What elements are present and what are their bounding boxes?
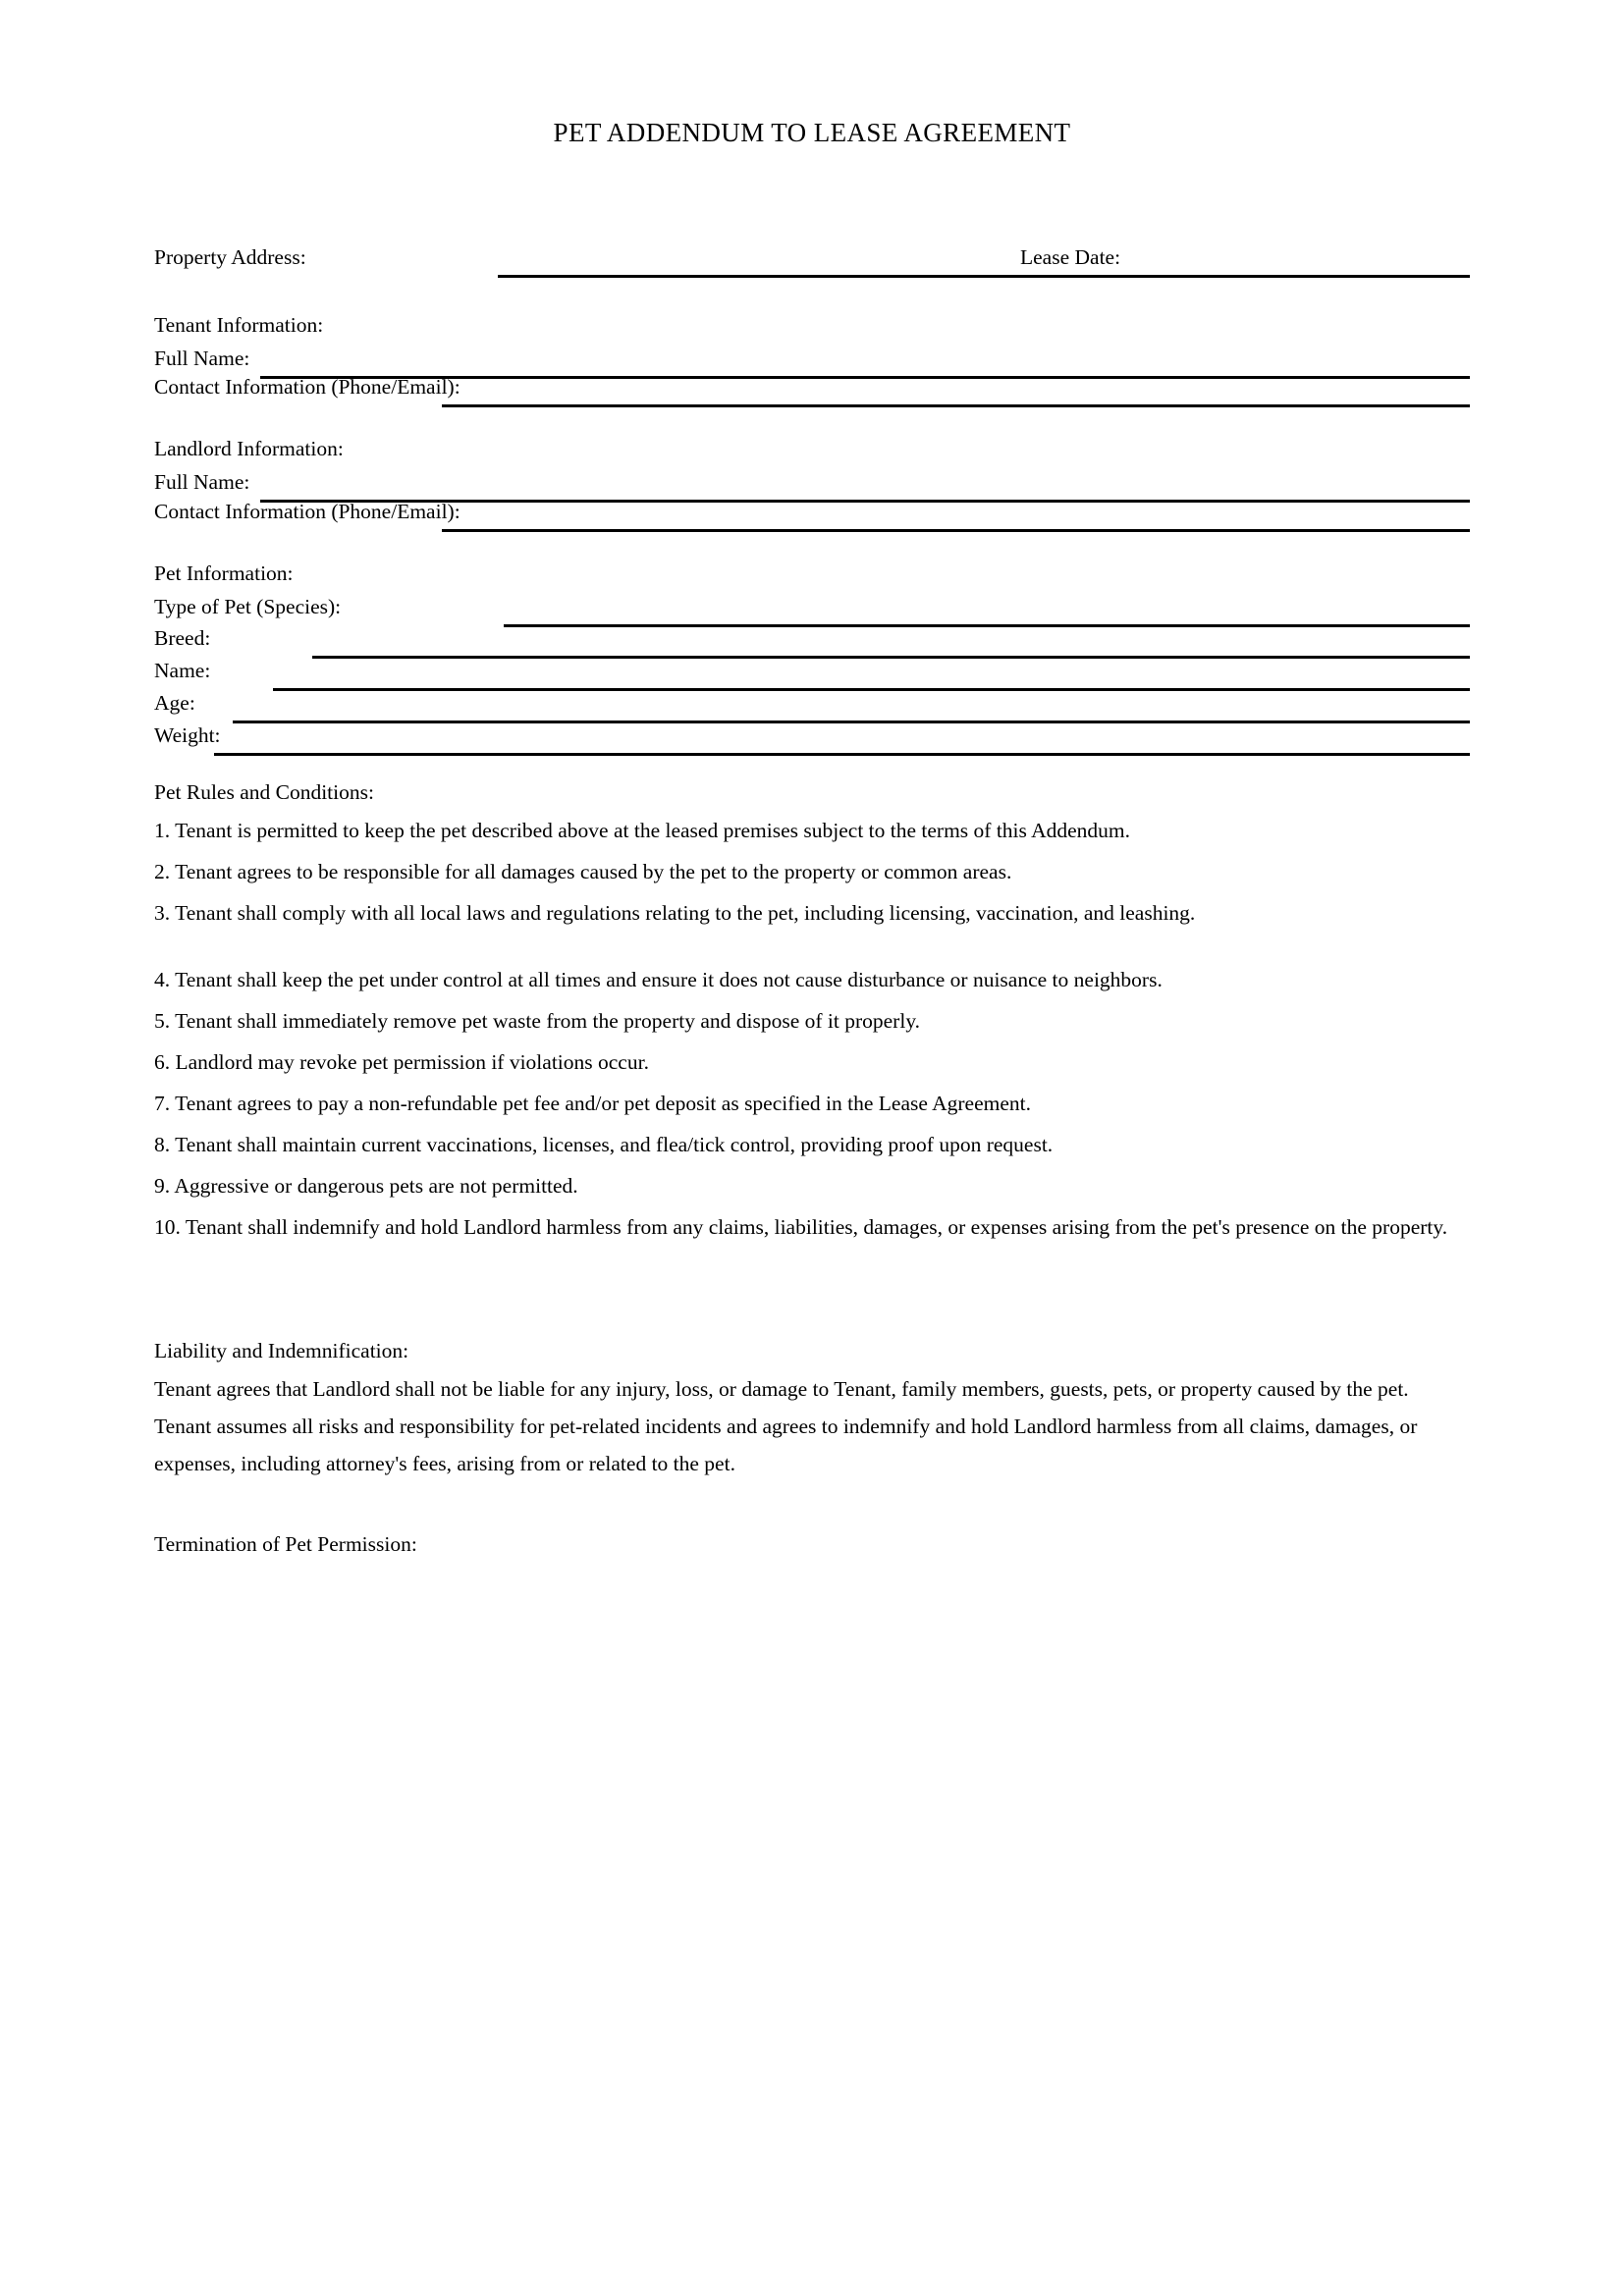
termination-heading: Termination of Pet Permission: — [154, 1532, 417, 1556]
tenant-contact-input-line[interactable] — [442, 404, 1470, 407]
pet-rule-item: 2. Tenant agrees to be responsible for all damages caused by the pet to the property or common areas. — [154, 860, 1012, 883]
pet-age-label: Age: — [154, 691, 195, 715]
pet-rules-heading: Pet Rules and Conditions: — [154, 780, 374, 804]
form-row-pet-age — [154, 690, 1470, 723]
form-row-property-address — [154, 244, 1470, 278]
pet-rule-item: 5. Tenant shall immediately remove pet waste from the property and dispose of it properly. — [154, 1009, 921, 1033]
landlord-contact-input-line[interactable] — [442, 529, 1470, 532]
pet-rule-item: 1. Tenant is permitted to keep the pet described above at the leased premises subject to the terms of this Addendum. — [154, 819, 1130, 842]
pet-breed-label: Breed: — [154, 626, 211, 650]
pet-name-label: Name: — [154, 659, 211, 682]
landlord-contact-label: Contact Information (Phone/Email): — [154, 500, 460, 523]
pet-rule-item: 6. Landlord may revoke pet permission if violations occur. — [154, 1050, 649, 1074]
pet-rule-item: 4. Tenant shall keep the pet under control at all times and ensure it does not cause disturbance or nuisance to neighbors. — [154, 968, 1163, 991]
form-row-tenant-contact — [154, 374, 1470, 407]
landlord-full-name-label: Full Name: — [154, 470, 250, 494]
pet-type-label: Type of Pet (Species): — [154, 595, 342, 618]
pet-weight-input-line[interactable] — [214, 753, 1470, 756]
form-row-pet-breed — [154, 625, 1470, 659]
tenant-contact-label: Contact Information (Phone/Email): — [154, 375, 460, 399]
form-row-landlord-full-name — [154, 469, 1470, 503]
page-title: PET ADDENDUM TO LEASE AGREEMENT — [553, 118, 1071, 147]
form-row-pet-type — [154, 594, 1470, 627]
tenant-information-heading: Tenant Information: — [154, 313, 324, 337]
form-row-pet-name — [154, 658, 1470, 691]
property-address-input-line[interactable] — [498, 275, 1470, 278]
pet-rule-item: 7. Tenant agrees to pay a non-refundable pet fee and/or pet deposit as specified in the Lease Agreement. — [154, 1092, 1031, 1115]
pet-information-heading: Pet Information: — [154, 561, 294, 585]
liability-body: Tenant agrees that Landlord shall not be liable for any injury, loss, or damage to Tenant, family members, guests, pets, or property caused by the pet. Tenant assumes all risks and responsibility for pet-related incidents and agrees to indemnify and hold Landlord harmless from all claims, damages, or expenses, including attorney's fees, arising from or related to the pet. — [154, 1377, 1418, 1475]
landlord-information-heading: Landlord Information: — [154, 437, 344, 460]
lease-date-label[interactable]: Lease Date: — [1020, 245, 1121, 269]
pet-weight-label: Weight: — [154, 723, 221, 747]
tenant-full-name-label: Full Name: — [154, 347, 250, 370]
pet-rule-item: 9. Aggressive or dangerous pets are not permitted. — [154, 1174, 578, 1198]
form-row-pet-weight — [154, 722, 1470, 756]
form-row-landlord-contact — [154, 499, 1470, 532]
pet-rule-item: 8. Tenant shall maintain current vaccinations, licenses, and flea/tick control, providing proof upon request. — [154, 1133, 1054, 1156]
pet-rule-item: 3. Tenant shall comply with all local laws and regulations relating to the pet, including licensing, vaccination, and leashing. — [154, 901, 1196, 925]
liability-heading: Liability and Indemnification: — [154, 1339, 409, 1362]
pet-rule-item: 10. Tenant shall indemnify and hold Landlord harmless from any claims, liabilities, damages, or expenses arising from the pet's presence on the property. — [154, 1215, 1448, 1239]
property-address-label: Property Address: — [154, 245, 306, 269]
